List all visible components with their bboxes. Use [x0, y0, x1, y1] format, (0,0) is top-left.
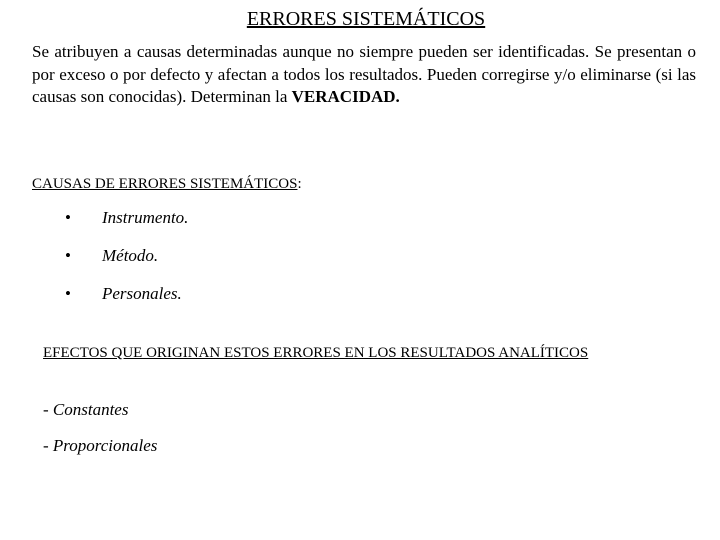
- intro-paragraph: [32, 41, 696, 109]
- cause-label: Método.: [102, 246, 159, 265]
- bullet-icon: •: [65, 284, 71, 303]
- bullet-icon: •: [65, 208, 71, 227]
- intro-text: Se atribuyen a causas determinadas aunque no siempre pueden ser identificadas. Se presentan o por exceso o por defecto y afectan a todos los resultados. Pueden corregirse y/o eliminarse (si las causas son conocidas). Determinan la: [32, 42, 696, 106]
- causes-heading: [32, 176, 302, 193]
- page-title: ERRORES SISTEMÁTICOS: [246, 8, 486, 30]
- cause-item-metodo: [0, 244, 720, 272]
- veracidad-emphasis: VERACIDAD.: [291, 87, 400, 106]
- causes-heading-colon: :: [297, 176, 302, 192]
- effect-item-constantes: - Constantes: [43, 400, 129, 419]
- cause-label: Personales.: [102, 284, 182, 303]
- cause-label: Instrumento.: [102, 208, 189, 227]
- bullet-icon: •: [65, 246, 71, 265]
- causes-heading-text: CAUSAS DE ERRORES SISTEMÁTICOS: [32, 176, 298, 192]
- cause-item-instrumento: [0, 206, 720, 234]
- cause-item-personales: [0, 282, 720, 310]
- effects-heading: EFECTOS QUE ORIGINAN ESTOS ERRORES EN LOS RESULTADOS ANALÍTICOS: [43, 345, 589, 361]
- effect-item-proporcionales: - Proporcionales: [43, 436, 158, 455]
